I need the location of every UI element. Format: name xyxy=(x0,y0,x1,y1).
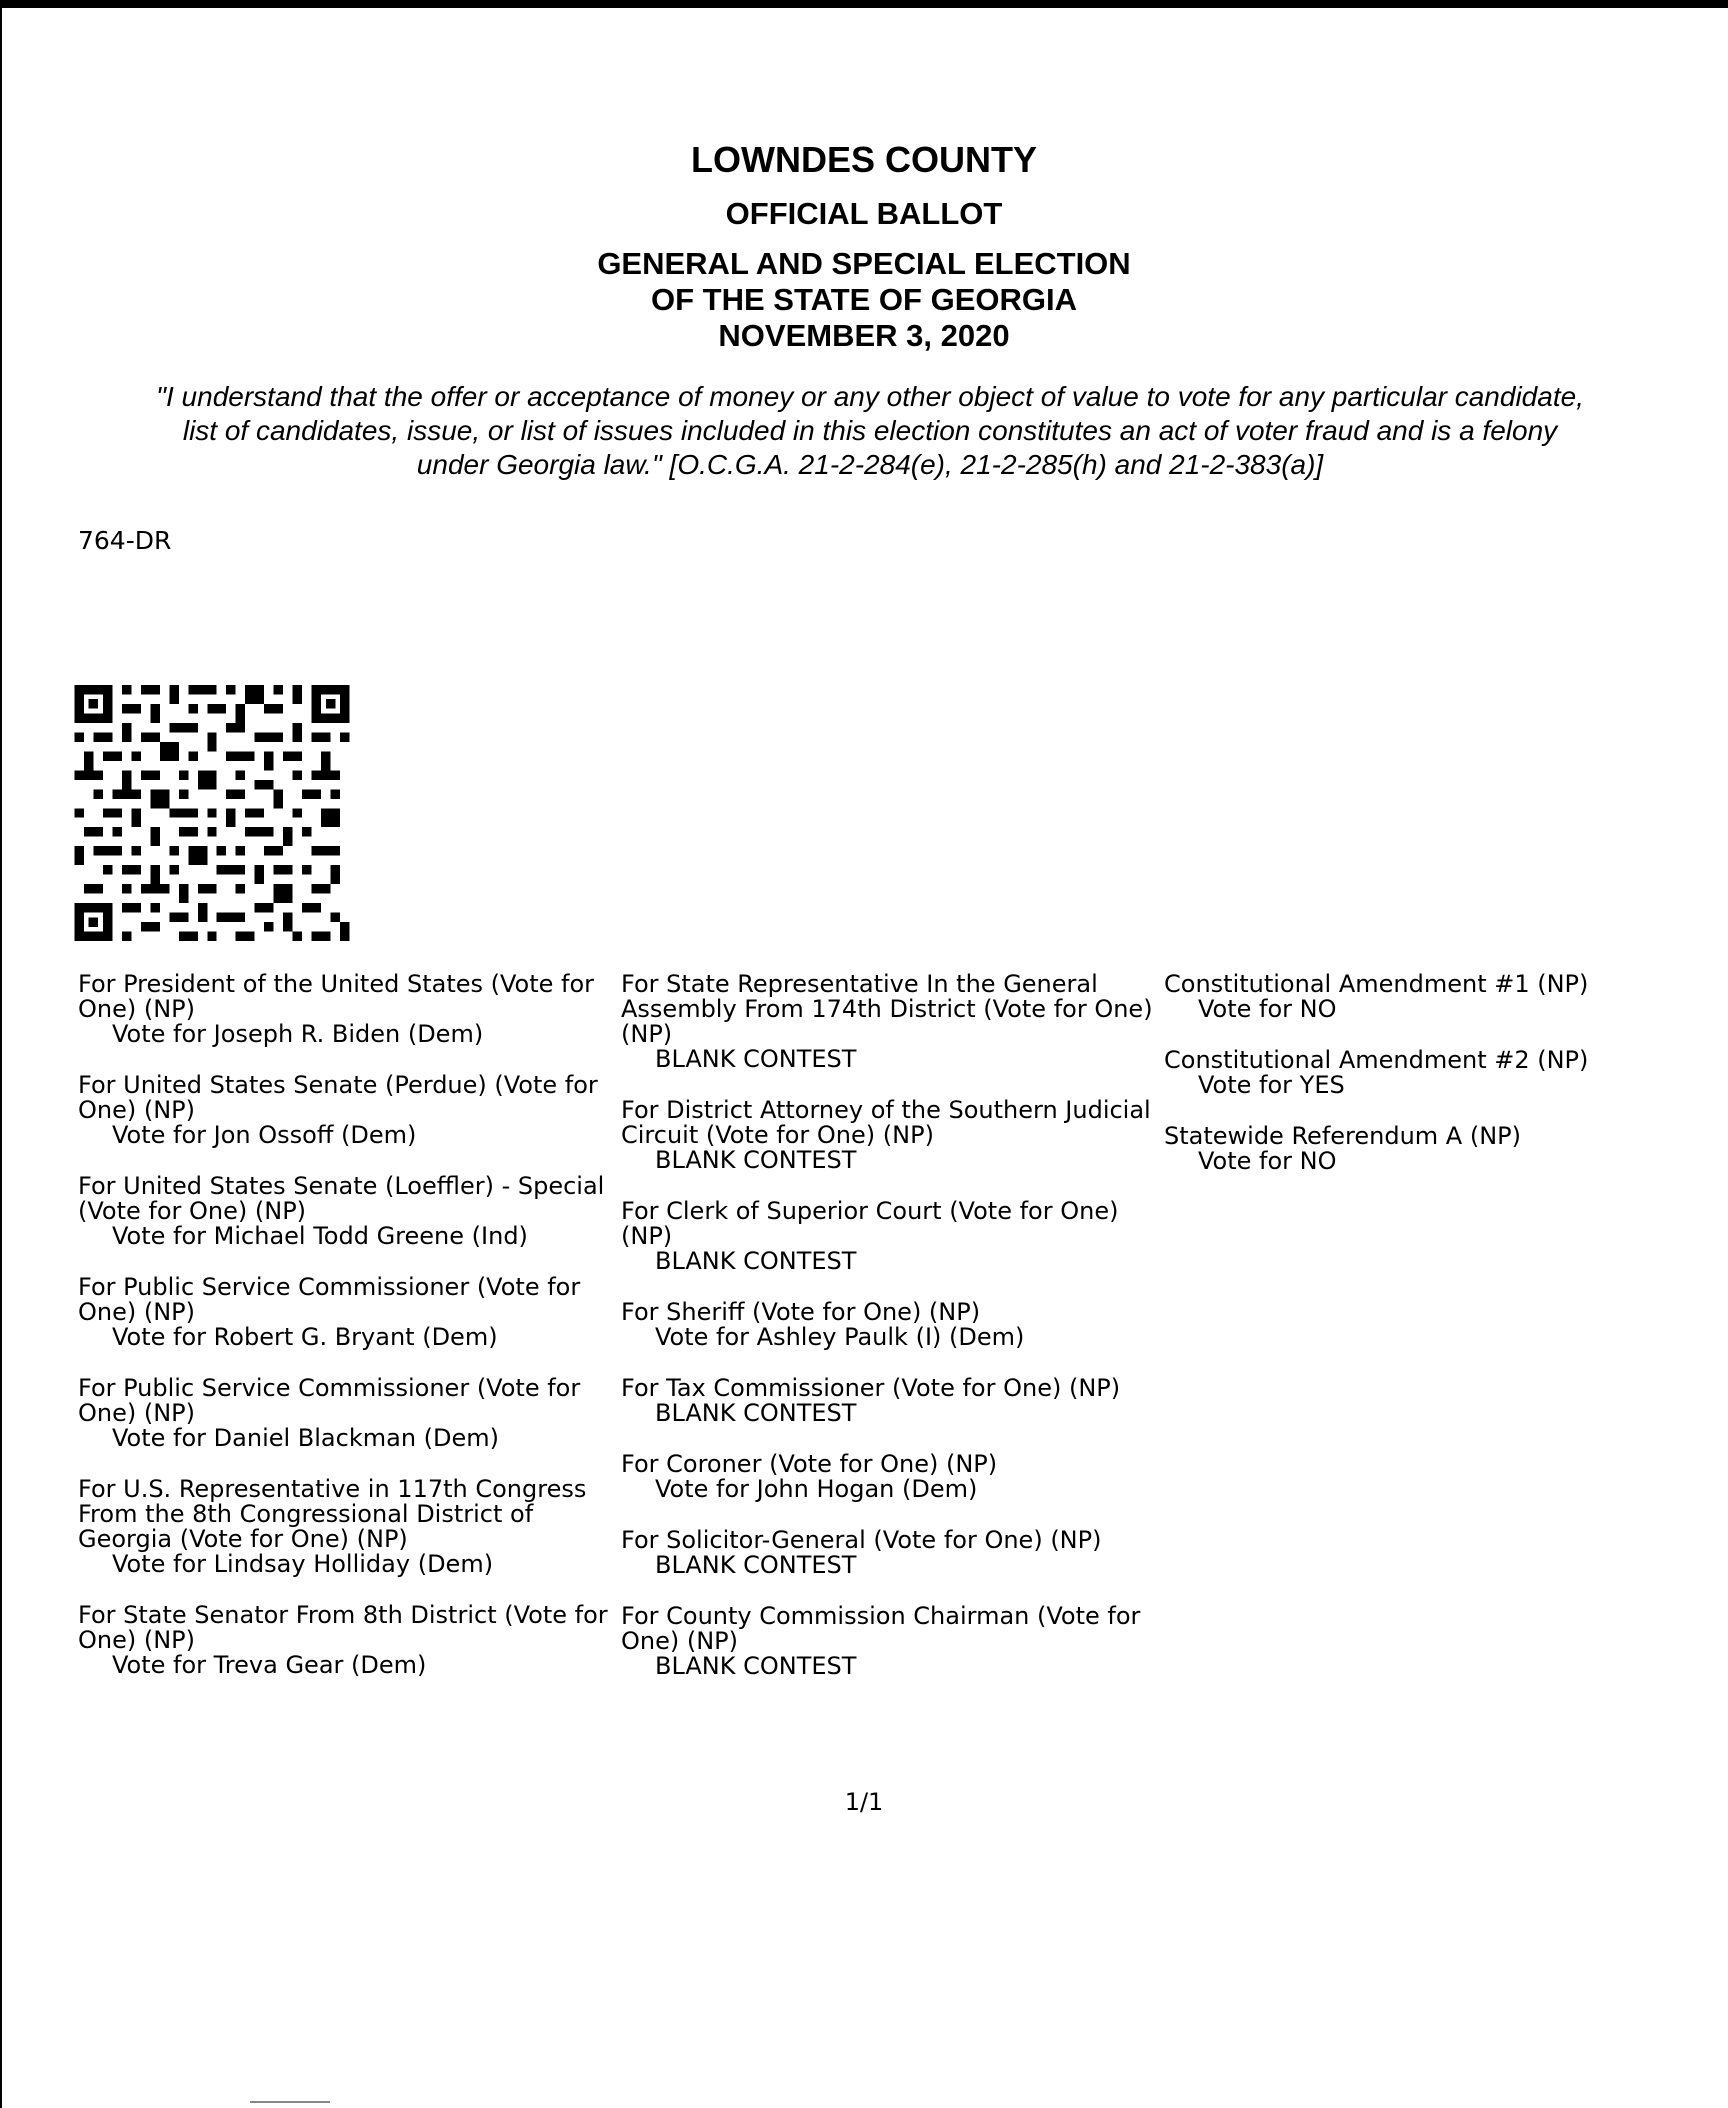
contest-item xyxy=(78,1275,618,1350)
contest-item xyxy=(1164,1048,1624,1098)
contest-title: For Sheriff (Vote for One) (NP) xyxy=(621,1298,981,1326)
election-title-line-1: GENERAL AND SPECIAL ELECTION xyxy=(597,246,1131,281)
contests-column-3 xyxy=(1164,972,1624,1200)
contest-selection: BLANK CONTEST xyxy=(655,1551,857,1579)
contest-selection: Vote for Jon Ossoff (Dem) xyxy=(112,1121,417,1149)
contest-title: For Coroner (Vote for One) (NP) xyxy=(621,1450,998,1478)
contest-selection: Vote for NO xyxy=(1198,995,1337,1023)
page-number: 1/1 xyxy=(844,1788,884,1816)
contest-selection: Vote for Michael Todd Greene (Ind) xyxy=(112,1222,528,1250)
contest-title: For County Commission Chairman (Vote for One) (NP) xyxy=(621,1602,1141,1655)
contest-selection: BLANK CONTEST xyxy=(655,1146,857,1174)
qr-code xyxy=(74,685,350,941)
contest-selection: BLANK CONTEST xyxy=(655,1652,857,1680)
contest-item xyxy=(78,972,618,1047)
contest-item xyxy=(78,1477,618,1577)
contest-item xyxy=(621,1199,1161,1274)
contest-title: For Clerk of Superior Court (Vote for One) (NP) xyxy=(621,1197,1119,1250)
contest-item xyxy=(621,1376,1161,1426)
contest-item xyxy=(78,1073,618,1148)
contest-item xyxy=(621,1528,1161,1578)
contest-selection: BLANK CONTEST xyxy=(655,1247,857,1275)
contest-selection: Vote for Lindsay Holliday (Dem) xyxy=(112,1550,494,1578)
contest-title: Statewide Referendum A (NP) xyxy=(1164,1122,1521,1150)
contest-selection: Vote for John Hogan (Dem) xyxy=(655,1475,978,1503)
contest-item xyxy=(621,1452,1161,1502)
county-title: LOWNDES COUNTY xyxy=(691,139,1037,180)
contest-title: For Public Service Commissioner (Vote for One) (NP) xyxy=(78,1374,581,1427)
contest-item xyxy=(1164,972,1624,1022)
contest-selection: Vote for Daniel Blackman (Dem) xyxy=(112,1424,500,1452)
contest-title: For U.S. Representative in 117th Congress From the 8th Congressional District of Georgia (Vote for One) (NP) xyxy=(78,1475,587,1553)
ballot-header xyxy=(0,136,1728,354)
contest-title: For State Senator From 8th District (Vote for One) (NP) xyxy=(78,1601,608,1654)
contest-title: For Public Service Commissioner (Vote for One) (NP) xyxy=(78,1273,581,1326)
contest-selection: Vote for Joseph R. Biden (Dem) xyxy=(112,1020,484,1048)
contest-title: For Solicitor-General (Vote for One) (NP) xyxy=(621,1526,1102,1554)
contest-title: For United States Senate (Perdue) (Vote for One) (NP) xyxy=(78,1071,598,1124)
contest-title: Constitutional Amendment #1 (NP) xyxy=(1164,970,1589,998)
scan-artifact-line xyxy=(250,2101,330,2103)
contest-selection: Vote for Ashley Paulk (I) (Dem) xyxy=(655,1323,1025,1351)
contest-title: For State Representative In the General Assembly From 174th District (Vote for One) (NP) xyxy=(621,970,1153,1048)
contest-title: For Tax Commissioner (Vote for One) (NP) xyxy=(621,1374,1121,1402)
contest-selection: BLANK CONTEST xyxy=(655,1045,857,1073)
election-date: NOVEMBER 3, 2020 xyxy=(718,318,1010,353)
contest-item xyxy=(1164,1124,1624,1174)
contest-item xyxy=(621,1604,1161,1679)
contest-title: For United States Senate (Loeffler) - Special (Vote for One) (NP) xyxy=(78,1172,605,1225)
election-title-line-2: OF THE STATE OF GEORGIA xyxy=(651,282,1077,317)
contest-item xyxy=(621,1098,1161,1173)
contest-selection: BLANK CONTEST xyxy=(655,1399,857,1427)
oath-line-1: "I understand that the offer or acceptance of money or any other object of value to vote for any particular candidate, xyxy=(156,381,1584,412)
contest-title: For President of the United States (Vote for One) (NP) xyxy=(78,970,595,1023)
contest-item xyxy=(621,1300,1161,1350)
contest-item xyxy=(621,972,1161,1072)
contest-selection: Vote for Treva Gear (Dem) xyxy=(112,1651,427,1679)
contest-title: Constitutional Amendment #2 (NP) xyxy=(1164,1046,1589,1074)
contest-item xyxy=(78,1174,618,1249)
contest-item xyxy=(78,1376,618,1451)
contests-column-1 xyxy=(78,972,618,1704)
contests-column-2 xyxy=(621,972,1161,1705)
contest-title: For District Attorney of the Southern Judicial Circuit (Vote for One) (NP) xyxy=(621,1096,1151,1149)
contest-selection: Vote for NO xyxy=(1198,1147,1337,1175)
voter-oath-statement xyxy=(80,380,1660,482)
contest-item xyxy=(78,1603,618,1678)
contest-selection: Vote for YES xyxy=(1198,1071,1345,1099)
oath-line-3: under Georgia law." [O.C.G.A. 21-2-284(e), 21-2-285(h) and 21-2-383(a)] xyxy=(416,449,1324,480)
page-top-border xyxy=(0,0,1728,8)
ballot-style-id: 764-DR xyxy=(78,526,172,555)
contest-selection: Vote for Robert G. Bryant (Dem) xyxy=(112,1323,498,1351)
oath-line-2: list of candidates, issue, or list of issues included in this election constitutes an act of voter fraud and is a felony xyxy=(182,415,1558,446)
ballot-type-title: OFFICIAL BALLOT xyxy=(725,196,1003,231)
